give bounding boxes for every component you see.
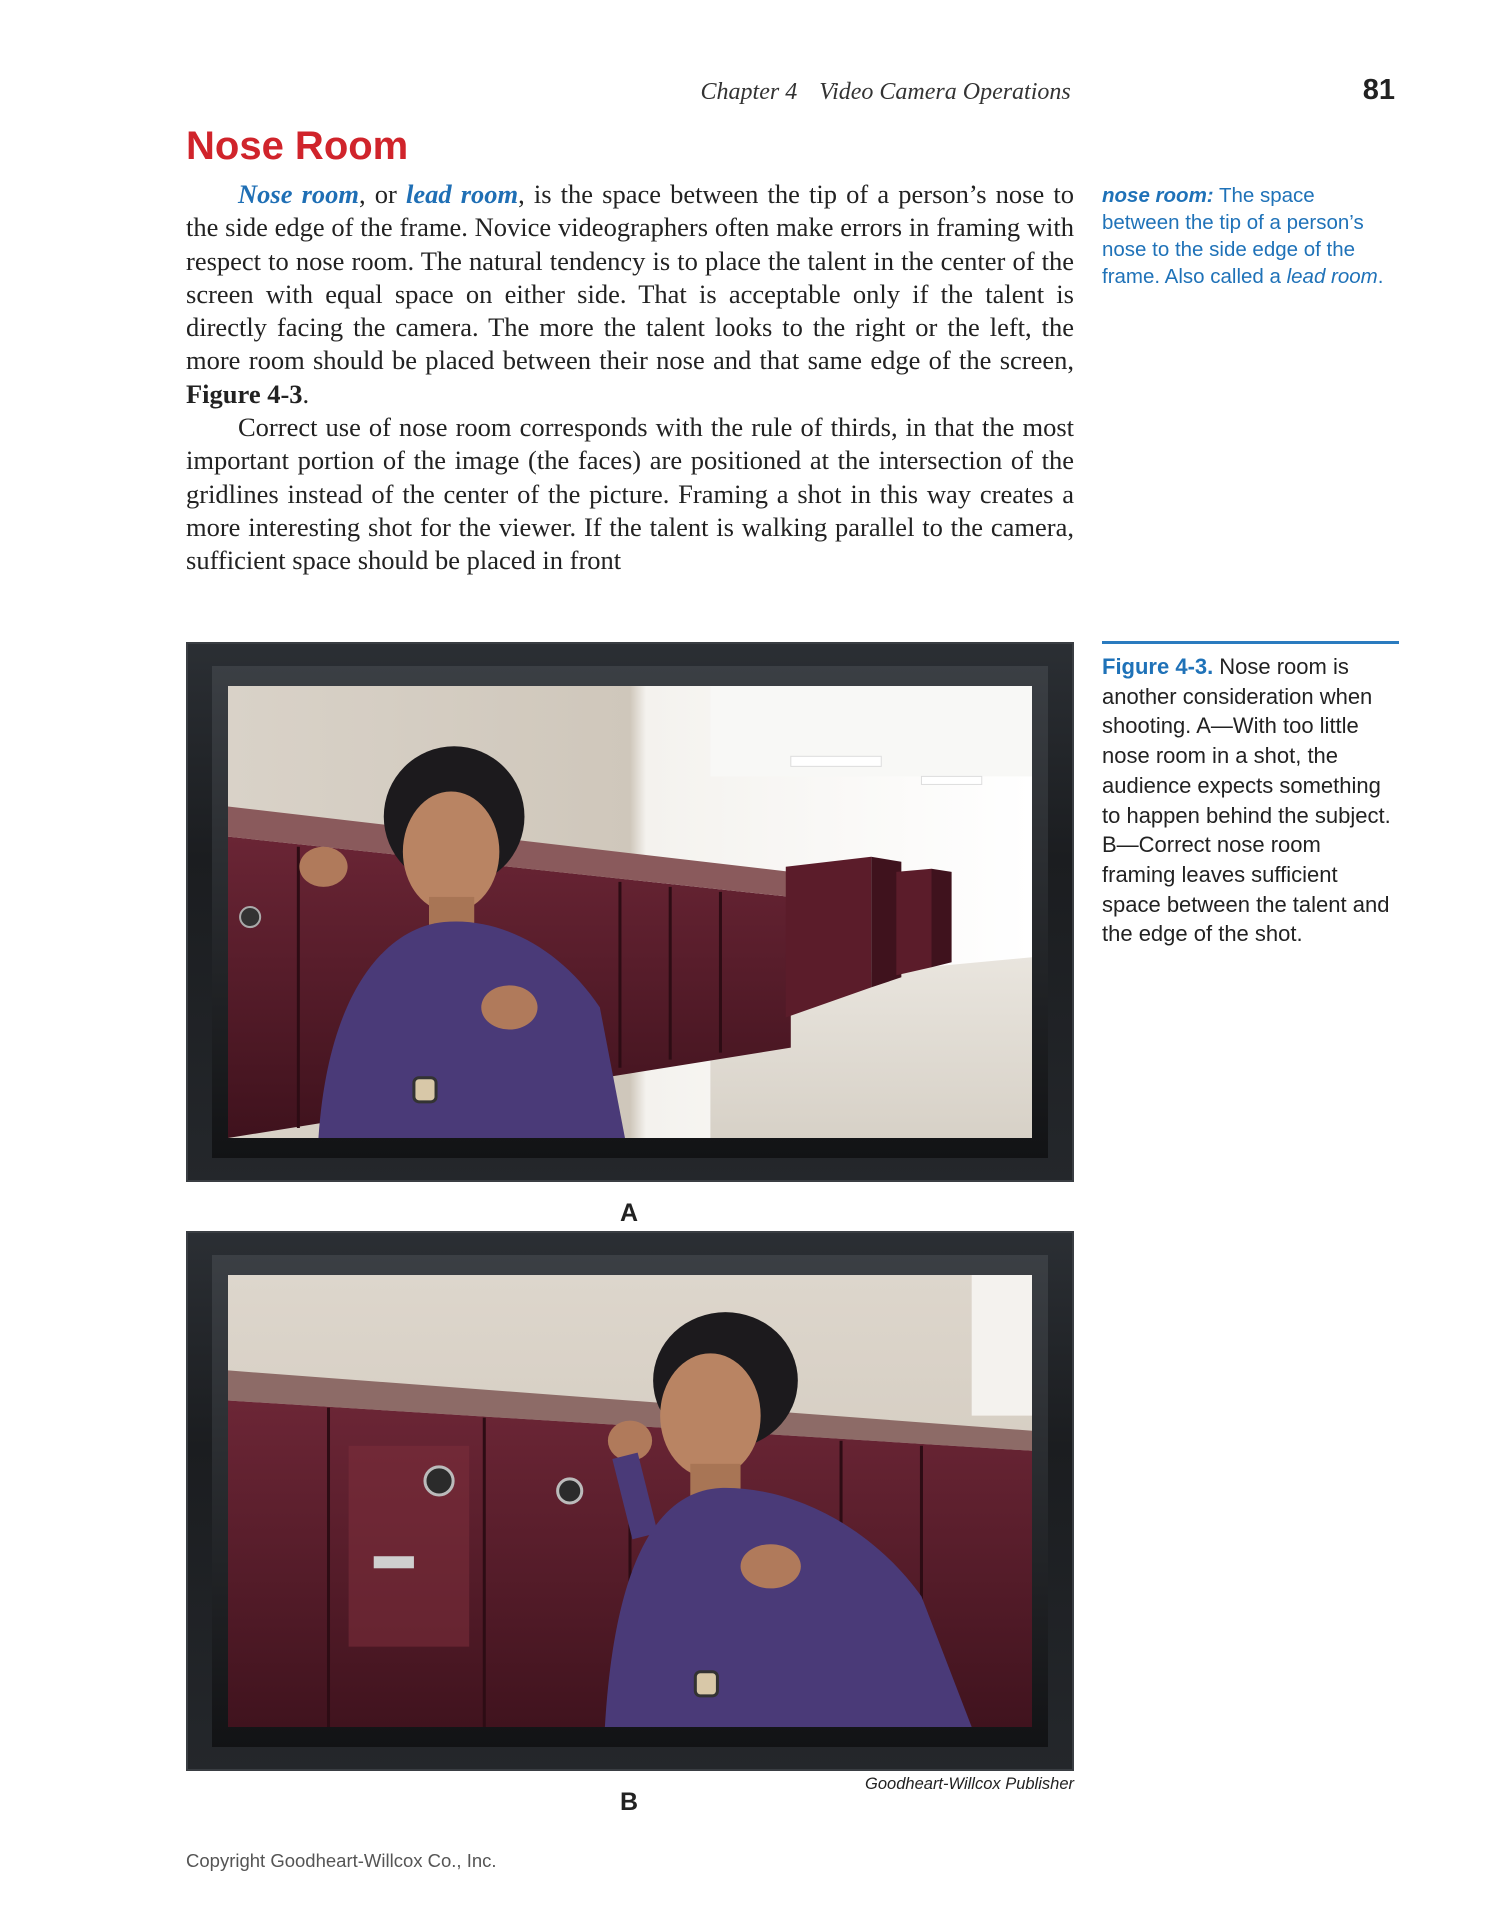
- figure-caption: [1102, 652, 1399, 949]
- paragraph-1-text: , is the space between the tip of a person’s nose to the side edge of the frame. Novice videographers often make errors in framing with respect to nose room. The natural tendency is to place the talent in the center of the screen with equal space on either side. That is acceptable only if the talent is directly facing the camera. The more the talent looks to the right or the left, the more room should be placed between their nose and that same edge of the screen,: [186, 179, 1074, 376]
- chapter-label: Chapter 4: [700, 79, 798, 105]
- glossary-term: nose room:: [1102, 184, 1214, 207]
- body-text: [186, 178, 1074, 578]
- paragraph-1-sep: , or: [359, 179, 406, 209]
- glossary-alt-term: lead room: [1286, 265, 1378, 288]
- figure-panel-b: [186, 1231, 1074, 1771]
- figure-label: Figure 4-3.: [1102, 654, 1214, 679]
- chapter-title: Video Camera Operations: [819, 79, 1071, 105]
- glossary-end: .: [1377, 265, 1384, 288]
- glossary-text: The space between the tip of a person’s nose to the side edge of the frame. Also called a: [1102, 184, 1364, 288]
- photo-credit: Goodheart-Willcox Publisher: [865, 1775, 1074, 1793]
- copyright-footer: Copyright Goodheart-Willcox Co., Inc.: [186, 1850, 497, 1871]
- term-nose-room: Nose room: [238, 179, 360, 209]
- figure-reference: Figure 4-3: [186, 378, 303, 409]
- page-number: 81: [1362, 74, 1395, 106]
- tv-bezel: [212, 1255, 1048, 1747]
- running-head: [150, 74, 1395, 107]
- caption-rule: [1102, 641, 1399, 644]
- paragraph-2: Correct use of nose room corresponds with the rule of thirds, in that the most important portion of the image (the faces) are positioned at the intersection of the gridlines instead of the center of the picture. Framing a shot in this way creates a more interesting shot for the viewer. If the talent is walking parallel to the camera, sufficient space should be placed in front: [186, 412, 1074, 576]
- term-lead-room: lead room: [405, 179, 519, 209]
- panel-label-a: A: [620, 1199, 639, 1227]
- paragraph-1: [186, 178, 1074, 411]
- caption-text: Nose room is another consideration when shooting. A—With too little nose room in a shot, the audience expects something to happen behind the subject. B—Correct nose room framing leaves sufficient space between the talent and the edge of the shot.: [1102, 654, 1391, 947]
- figure-panel-a: [186, 642, 1074, 1182]
- photo-a-too-little-nose-room: [228, 686, 1032, 1138]
- panel-label-b: B: [620, 1788, 639, 1816]
- glossary-definition: [1102, 182, 1397, 290]
- section-title: Nose Room: [186, 124, 409, 168]
- photo-b-correct-nose-room: [228, 1275, 1032, 1727]
- tv-bezel: [212, 666, 1048, 1158]
- paragraph-1-end: .: [302, 378, 310, 409]
